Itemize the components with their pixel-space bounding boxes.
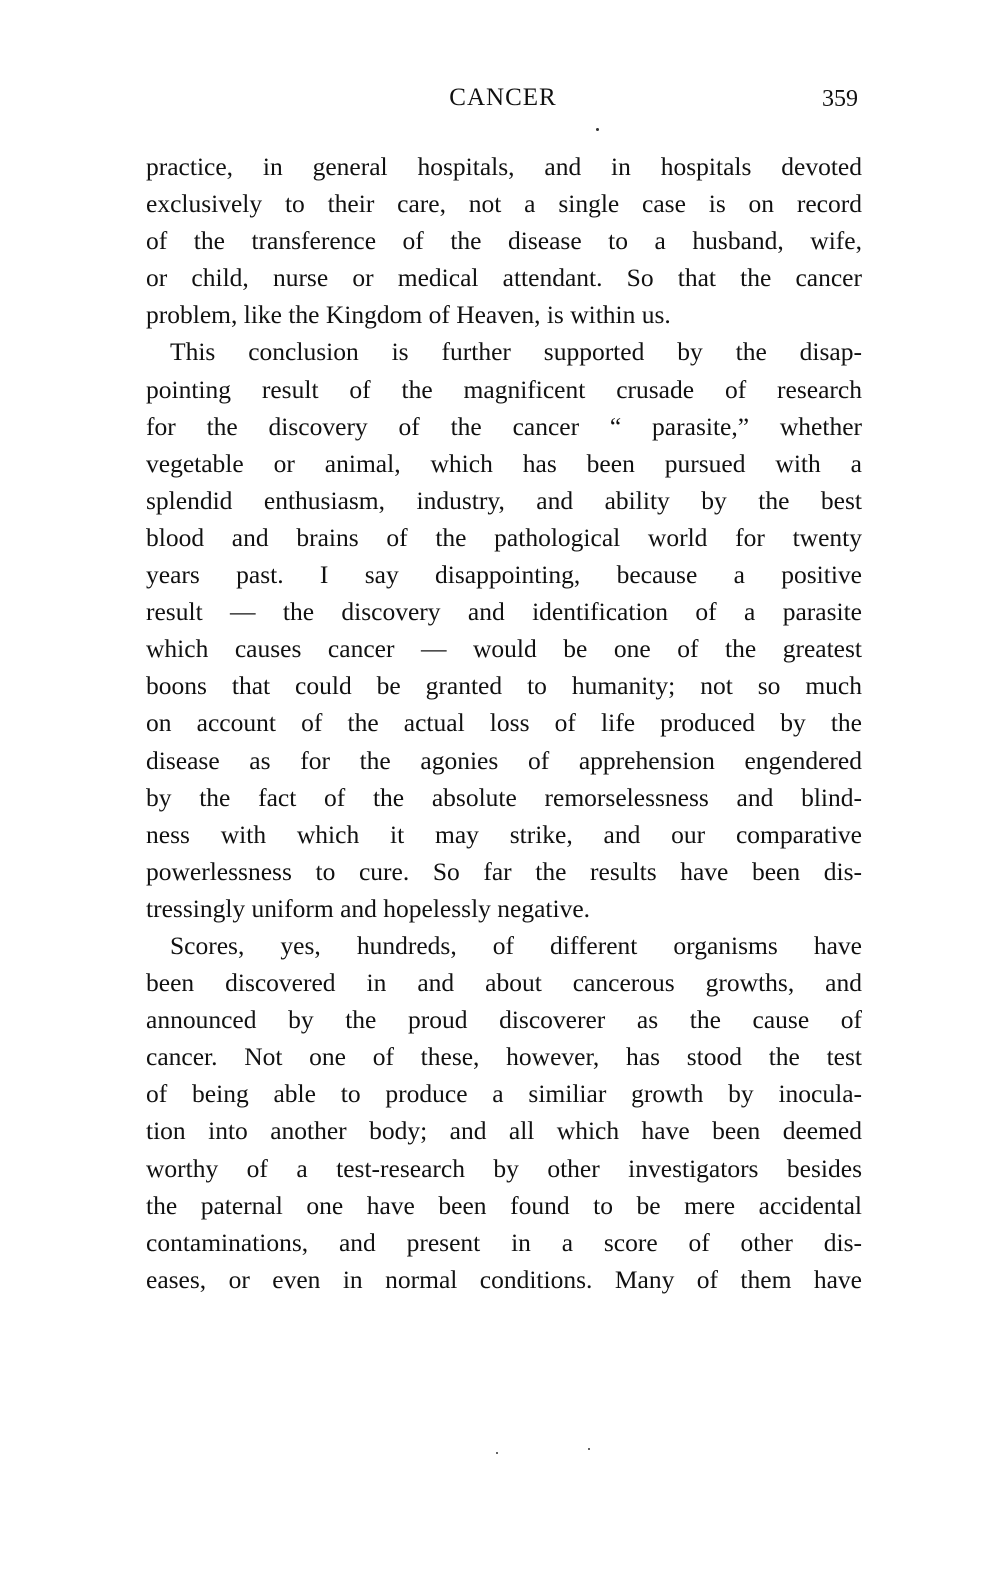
text-line: tion into another body; and all which have been deemed (146, 1116, 862, 1146)
text-line: years past. I say disappointing, because a positive (146, 560, 862, 590)
text-line: disease as for the agonies of apprehension engendered (146, 745, 862, 775)
text-line: of being able to produce a similiar growth by inocula- (146, 1079, 862, 1109)
text-line: exclusively to their care, not a single case is on record (146, 189, 862, 219)
text-line: splendid enthusiasm, industry, and ability by the best (146, 485, 862, 515)
text-line: on account of the actual loss of life produced by the (146, 708, 862, 738)
paragraph-start-line: Scores, yes, hundreds, of different organisms have (170, 930, 862, 960)
text-line: for the discovery of the cancer “ parasite,” whether (146, 411, 862, 441)
text-line: which causes cancer — would be one of the greatest (146, 634, 862, 664)
text-line: or child, nurse or medical attendant. So that the cancer (146, 263, 862, 293)
text-line: boons that could be granted to humanity; not so much (146, 671, 862, 701)
text-line: pointing result of the magnificent crusade of research (146, 374, 862, 404)
text-line: by the fact of the absolute remorselessness and blind- (146, 782, 862, 812)
paragraph-end-line: problem, like the Kingdom of Heaven, is within us. (146, 300, 671, 330)
paragraph-end-line: tressingly uniform and hopelessly negative. (146, 893, 591, 923)
print-speck (496, 1452, 498, 1454)
print-speck (588, 1448, 590, 1450)
text-line: been discovered in and about cancerous growths, and (146, 968, 862, 998)
page-number: 359 (822, 86, 858, 112)
text-line: of the transference of the disease to a husband, wife, (146, 226, 862, 256)
text-line: the paternal one have been found to be mere accidental (146, 1190, 862, 1220)
text-line: result — the discovery and identification of a parasite (146, 597, 862, 627)
text-line: eases, or even in normal conditions. Many of them have (146, 1264, 862, 1294)
print-speck (596, 128, 599, 131)
text-line: vegetable or animal, which has been pursued with a (146, 448, 862, 478)
body-text (146, 148, 862, 1298)
paragraph-start-line: This conclusion is further supported by the disap- (170, 337, 862, 367)
text-line: ness with which it may strike, and our comparative (146, 819, 862, 849)
text-line: contaminations, and present in a score of other dis- (146, 1227, 862, 1257)
running-head (146, 84, 860, 120)
running-title: CANCER (449, 84, 557, 111)
text-line: announced by the proud discoverer as the cause of (146, 1005, 862, 1035)
text-line: practice, in general hospitals, and in hospitals devoted (146, 152, 862, 181)
text-line: powerlessness to cure. So far the results have been dis- (146, 856, 862, 886)
text-line: cancer. Not one of these, however, has stood the test (146, 1042, 862, 1072)
text-line: worthy of a test-research by other investigators besides (146, 1153, 862, 1183)
text-line: blood and brains of the pathological world for twenty (146, 522, 862, 552)
